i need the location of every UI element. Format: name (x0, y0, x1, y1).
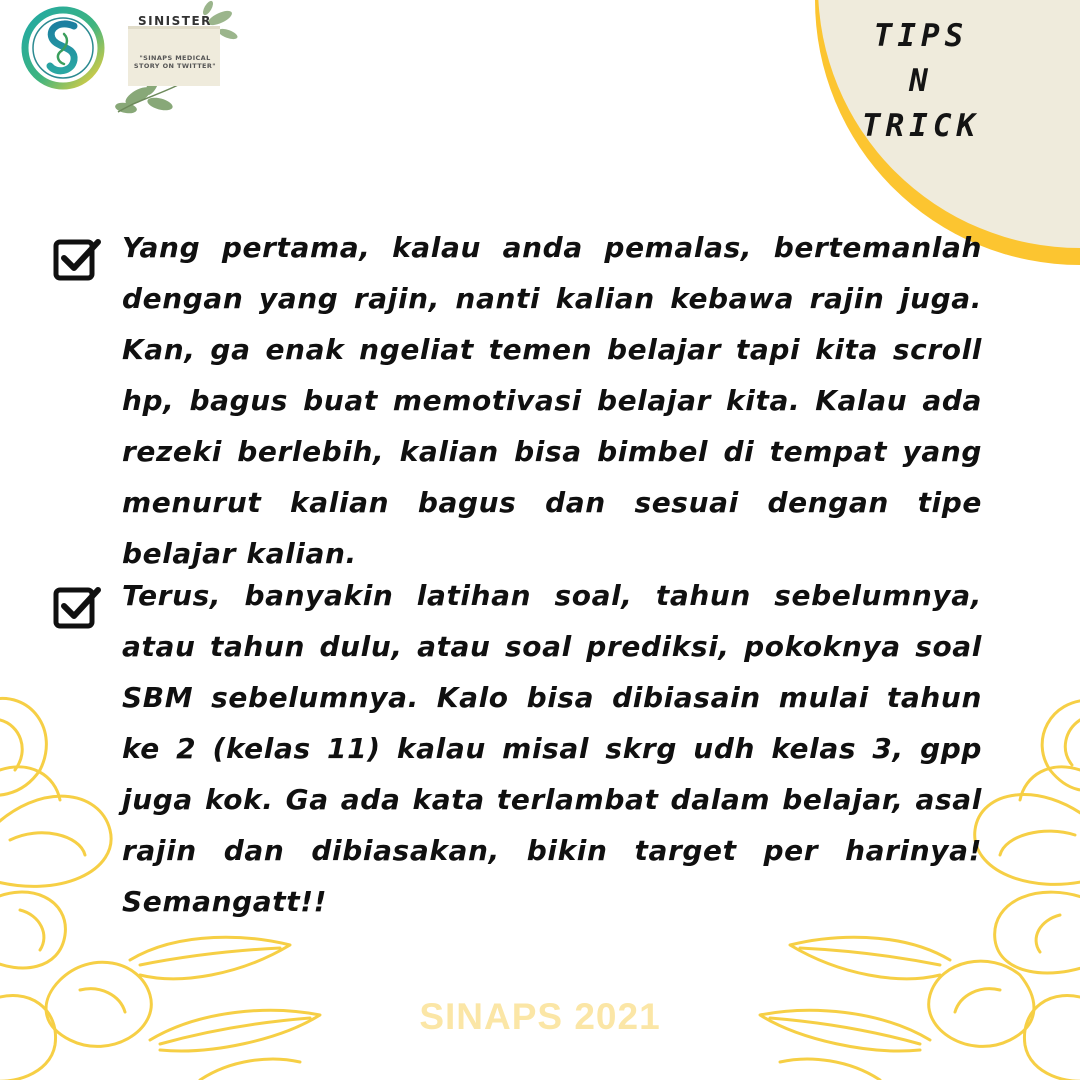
tip-text: Yang pertama, kalau anda pemalas, bertemanlah dengan yang rajin, nanti kalian kebawa rajin juga. Kan, ga enak ngeliat temen belajar tapi kita scroll hp, bagus buat memotivasi belajar kita. Kalau ada rezeki berlebih, kalian bisa bimbel di tempat yang menurut kalian bagus dan sesuai dengan tipe belajar kalian. (122, 231, 982, 570)
corner-title (846, 14, 996, 149)
corner-title-line-3: TRICK (861, 108, 981, 144)
checkbox-checked-icon (52, 582, 102, 632)
footer-text: SINAPS 2021 (419, 996, 661, 1037)
tip-item (52, 222, 982, 579)
brand-tagline: "SINAPS MEDICAL STORY ON TWITTER" (133, 54, 217, 70)
corner-title-line-2: N (909, 63, 933, 99)
brand-name: SINISTER (138, 14, 212, 28)
checkbox-checked-icon (52, 234, 102, 284)
brand-card (128, 8, 220, 88)
corner-title-line-1: TIPS (873, 18, 969, 54)
sinaps-logo-icon (20, 4, 106, 92)
tip-text: Terus, banyakin latihan soal, tahun sebelumnya, atau tahun dulu, atau soal prediksi, pokoknya soal SBM sebelumnya. Kalo bisa dibiasain mulai tahun ke 2 (kelas 11) kalau misal skrg udh kelas 3, gpp juga kok. Ga ada kata terlambat dalam belajar, asal rajin dan dibiasakan, bikin target per harinya! Semangatt!! (122, 579, 982, 918)
tip-item (52, 570, 982, 927)
